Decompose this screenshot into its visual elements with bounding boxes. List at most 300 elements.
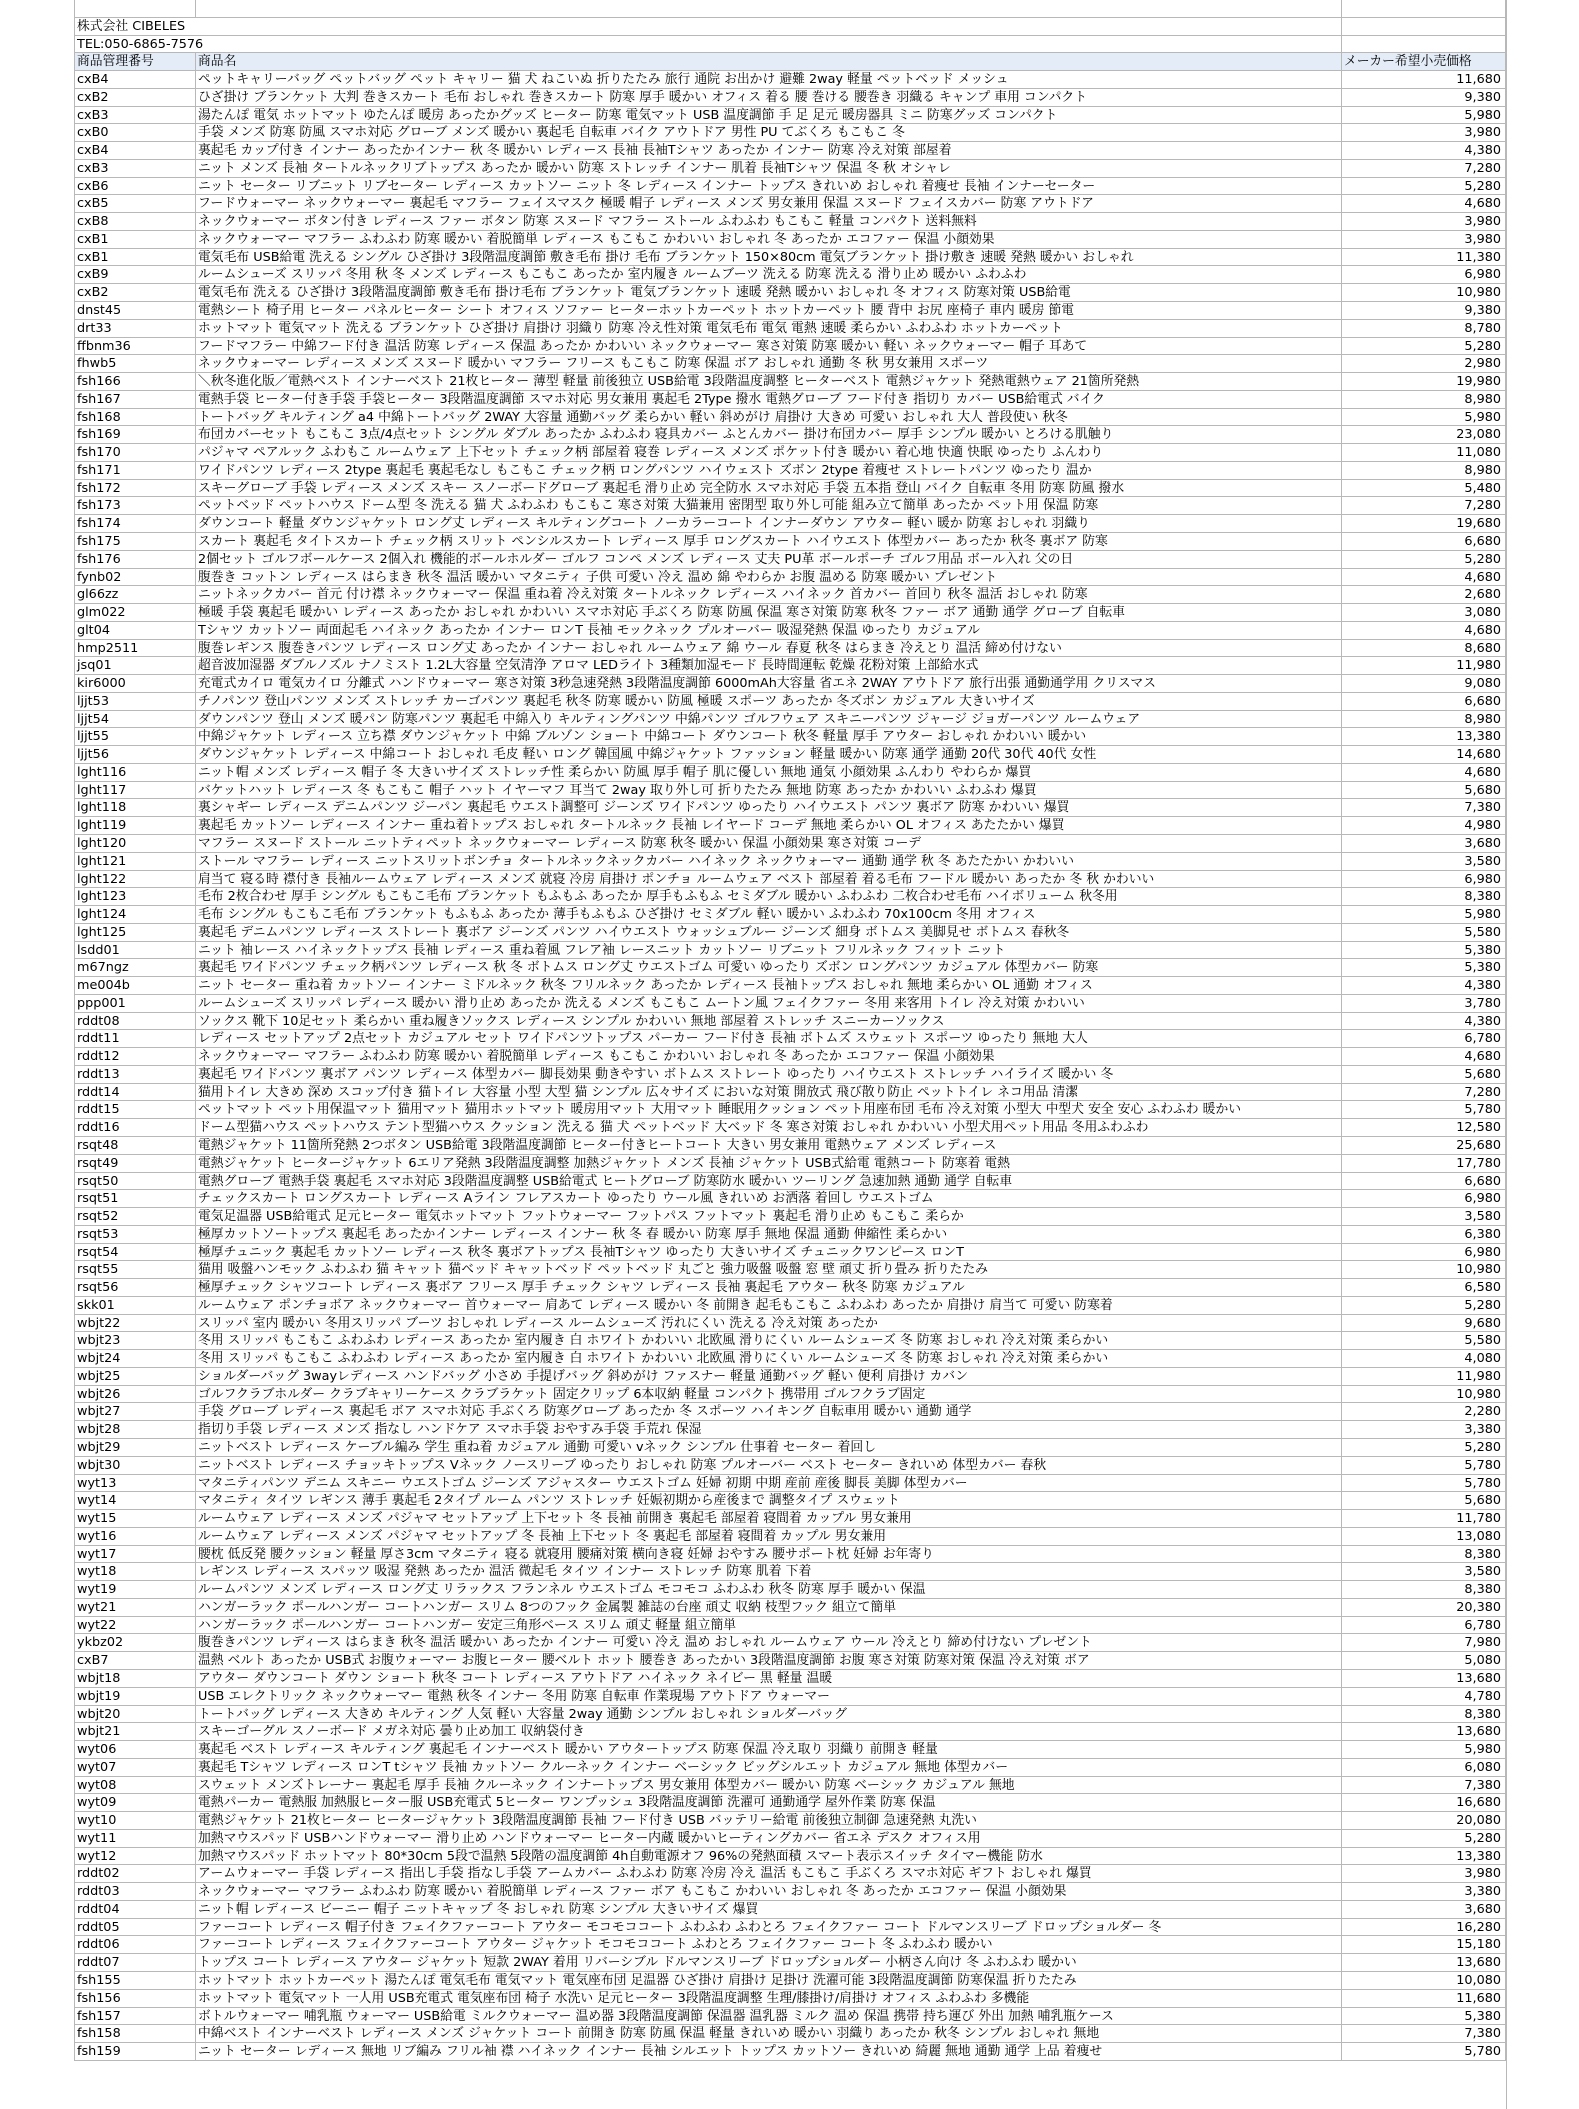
- price-cell[interactable]: 15,180: [1342, 1936, 1506, 1953]
- product-name-cell[interactable]: ニット 袖レース ハイネックトップス 長袖 レディース 重ね着風 フレア袖 レースニット カットソー リブニット フリルネック フィット ニット: [196, 942, 1342, 959]
- product-name-cell[interactable]: ルームウェア レディース メンズ パジャマ セットアップ 冬 長袖 上下セット 冬 裏起毛 部屋着 寝間着 カップル 男女兼用: [196, 1528, 1342, 1545]
- product-id-cell[interactable]: ljjt56: [74, 746, 196, 763]
- product-name-cell[interactable]: ゴルフクラブホルダー クラブキャリーケース クラブラケット 固定クリップ 6本収納 軽量 コンパクト 携帯用 ゴルフクラブ固定: [196, 1386, 1342, 1403]
- product-name-cell[interactable]: ストール マフラー レディース ニットスリットボンチョ タートルネックネックカバー ハイネック ネックウォーマー 通勤 通学 秋 冬 あたたかい かわいい: [196, 853, 1342, 870]
- price-cell[interactable]: 3,580: [1342, 1563, 1506, 1580]
- price-cell[interactable]: 8,380: [1342, 888, 1506, 905]
- product-id-cell[interactable]: rsqt54: [74, 1244, 196, 1261]
- product-id-cell[interactable]: glm022: [74, 604, 196, 621]
- price-cell[interactable]: 4,680: [1342, 764, 1506, 781]
- product-id-cell[interactable]: me004b: [74, 977, 196, 994]
- product-name-cell[interactable]: 極厚チェック シャツコート レディース 裏ボア フリース 厚手 チェック シャツ レディース 長袖 裏起毛 アウター 秋冬 防寒 カジュアル: [196, 1279, 1342, 1296]
- product-id-cell[interactable]: ljjt55: [74, 728, 196, 745]
- price-cell[interactable]: 23,080: [1342, 426, 1506, 443]
- price-cell[interactable]: 6,680: [1342, 693, 1506, 710]
- price-cell[interactable]: 14,680: [1342, 746, 1506, 763]
- price-cell[interactable]: 9,080: [1342, 675, 1506, 692]
- price-cell[interactable]: 19,980: [1342, 373, 1506, 390]
- product-name-cell[interactable]: 電熱ジャケット ヒータージャケット 6エリア発熱 3段階温度調整 加熱ジャケット メンズ 長袖 ジャケット USB式給電 電熱コート 防寒着 電熱: [196, 1155, 1342, 1172]
- product-id-cell[interactable]: kir6000: [74, 675, 196, 692]
- price-cell[interactable]: 13,380: [1342, 728, 1506, 745]
- price-cell[interactable]: 5,280: [1342, 1439, 1506, 1456]
- product-id-cell[interactable]: glt04: [74, 622, 196, 639]
- product-id-cell[interactable]: wyt17: [74, 1546, 196, 1563]
- product-name-cell[interactable]: ネックウォーマー マフラー ふわふわ 防寒 暖かい 着脱簡単 レディース ファー ボア もこもこ かわいい おしゃれ 冬 あったか エコファー 保温 小顔効果: [196, 1883, 1342, 1900]
- product-id-cell[interactable]: dnst45: [74, 302, 196, 319]
- price-cell[interactable]: 13,680: [1342, 1723, 1506, 1740]
- price-cell[interactable]: 10,980: [1342, 284, 1506, 301]
- product-name-cell[interactable]: ニット セーター リブニット リブセーター レディース カットソー ニット 冬 レディース インナー トップス きれいめ おしゃれ 着痩せ 長袖 インナーセーター: [196, 178, 1342, 195]
- price-cell[interactable]: 3,680: [1342, 1901, 1506, 1918]
- product-name-cell[interactable]: 裏起毛 Tシャツ レディース ロンT tシャツ 長袖 カットソー クルーネック インナー ベーシック ビッグシルエット カジュアル 無地 体型カバー: [196, 1759, 1342, 1776]
- product-name-cell[interactable]: ファーコート レディース フェイクファーコート アウター ジャケット モコモココート ふわとろ フェイクファー コート 冬 ふわふわ 暖かい: [196, 1936, 1342, 1953]
- price-cell[interactable]: 8,980: [1342, 462, 1506, 479]
- product-name-cell[interactable]: ひざ掛け ブランケット 大判 巻きスカート 毛布 おしゃれ 巻きスカート 防寒 厚手 暖かい オフィス 着る 腰 巻ける 腰巻き 羽織る キャンプ 車用 コンパクト: [196, 89, 1342, 106]
- price-cell[interactable]: 3,080: [1342, 604, 1506, 621]
- product-name-cell[interactable]: 手袋 メンズ 防寒 防風 スマホ対応 グローブ メンズ 暖かい 裏起毛 自転車 バイク アウトドア 男性 PU てぶくろ もこもこ 冬: [196, 124, 1342, 141]
- product-name-cell[interactable]: 超音波加湿器 ダブルノズル ナノミスト 1.2L大容量 空気清浄 アロマ LEDライト 3種類加湿モード 長時間運転 乾燥 花粉対策 上部給水式: [196, 657, 1342, 674]
- product-name-cell[interactable]: 冬用 スリッパ もこもこ ふわふわ レディース あったか 室内履き 白 ホワイト かわいい 北欧風 滑りにくい ルームシューズ 冬 防寒 おしゃれ 冷え対策 柔らかい: [196, 1350, 1342, 1367]
- product-id-cell[interactable]: rddt14: [74, 1084, 196, 1101]
- product-id-cell[interactable]: wyt13: [74, 1475, 196, 1492]
- price-cell[interactable]: 7,980: [1342, 1634, 1506, 1651]
- product-id-cell[interactable]: lght117: [74, 782, 196, 799]
- product-name-cell[interactable]: ファーコート レディース 帽子付き フェイクファーコート アウター モコモココート ふわふわ ふわとろ フェイクファー コート ドルマンスリーブ ドロップショルダー 冬: [196, 1919, 1342, 1936]
- price-cell[interactable]: 5,380: [1342, 959, 1506, 976]
- price-cell[interactable]: 16,280: [1342, 1919, 1506, 1936]
- price-cell[interactable]: 6,980: [1342, 1190, 1506, 1207]
- product-name-cell[interactable]: ペットマット ペット用保温マット 猫用マット 猫用ホットマット 暖房用マット 大用マット 睡眠用クッション ペット用座布団 毛布 冷え対策 小型大 中型犬 安全 安心 ふわふわ 暖かい: [196, 1101, 1342, 1118]
- product-name-cell[interactable]: チェックスカート ロングスカート レディース Aライン フレアスカート ゆったり ウール風 きれいめ お洒落 着回し ウエストゴム: [196, 1190, 1342, 1207]
- price-cell[interactable]: 4,380: [1342, 1013, 1506, 1030]
- product-name-cell[interactable]: ルームシューズ スリッパ レディース 暖かい 滑り止め あったか 洗える メンズ もこもこ ムートン風 フェイクファー 冬用 来客用 トイレ 冷え対策 かわいい: [196, 995, 1342, 1012]
- product-id-cell[interactable]: wbjt19: [74, 1688, 196, 1705]
- product-name-cell[interactable]: 極厚カットソートップス 裏起毛 あったかインナー レディース インナー 秋 冬 春 暖かい 防寒 厚手 無地 保温 通勤 伸縮性 柔らかい: [196, 1226, 1342, 1243]
- product-id-cell[interactable]: ljjt54: [74, 711, 196, 728]
- product-name-cell[interactable]: 裏起毛 デニムパンツ レディース ストレート 裏ボア ジーンズ パンツ ハイウエスト ウォッシュブルー ジーンズ 細身 ボトムス 美脚見せ ボトムス 春秋冬: [196, 924, 1342, 941]
- product-id-cell[interactable]: cxB1: [74, 231, 196, 248]
- product-id-cell[interactable]: cxB9: [74, 266, 196, 283]
- product-name-cell[interactable]: ドーム型猫ハウス ペットハウス テント型猫ハウス クッション 洗える 猫 犬 ペットベッド 大ベッド 冬 寒さ対策 おしゃれ かわいい 小型犬用ペット用品 冬用ふわふわ: [196, 1119, 1342, 1136]
- product-id-cell[interactable]: rddt15: [74, 1101, 196, 1118]
- price-cell[interactable]: 10,980: [1342, 1261, 1506, 1278]
- product-name-cell[interactable]: ホットマット 電気マット 洗える ブランケット ひざ掛け 肩掛け 羽織り 防寒 冷え性対策 電気毛布 電気 電熱 速暖 柔らかい ふわふわ ホットカーペット: [196, 320, 1342, 337]
- product-name-cell[interactable]: ニット帽 レディース ビーニー 帽子 ニットキャップ 冬 おしゃれ 防寒 シンプル 大きいサイズ 爆買: [196, 1901, 1342, 1918]
- product-id-cell[interactable]: wbjt20: [74, 1706, 196, 1723]
- product-name-cell[interactable]: 加熱マウスパッド ホットマット 80*30cm 5段で温熱 5段階の温度調節 4h自動電源オフ 96%の発熱面積 スマート表示スイッチ タイマー機能 防水: [196, 1848, 1342, 1865]
- product-id-cell[interactable]: wbjt30: [74, 1457, 196, 1474]
- price-cell[interactable]: 4,380: [1342, 977, 1506, 994]
- product-name-cell[interactable]: スウェット メンズトレーナー 裏起毛 厚手 長袖 クルーネック インナートップス 男女兼用 体型カバー 暖かい 防寒 ベーシック カジュアル 無地: [196, 1777, 1342, 1794]
- price-cell[interactable]: 25,680: [1342, 1137, 1506, 1154]
- product-id-cell[interactable]: rddt07: [74, 1954, 196, 1971]
- product-id-cell[interactable]: wbjt25: [74, 1368, 196, 1385]
- product-id-cell[interactable]: rddt08: [74, 1013, 196, 1030]
- product-name-cell[interactable]: マタニティ タイツ レギンス 薄手 裏起毛 2タイプ ルーム パンツ ストレッチ 妊娠初期から産後まで 調整タイプ スウェット: [196, 1492, 1342, 1509]
- product-name-cell[interactable]: 電熱グローブ 電熱手袋 裏起毛 スマホ対応 3段階温度調整 USB給電式 ヒートグローブ 防寒防水 暖かい ツーリング 急速加熱 通勤 通学 自転車: [196, 1173, 1342, 1190]
- product-name-cell[interactable]: レギンス レディース スパッツ 吸湿 発熱 あったか 温活 微起毛 タイツ インナー ストレッチ 防寒 肌着 下着: [196, 1563, 1342, 1580]
- product-name-cell[interactable]: ニットベスト レディース ケーブル編み 学生 重ね着 カジュアル 通勤 可愛い vネック シンプル 仕事着 セーター 着回し: [196, 1439, 1342, 1456]
- price-cell[interactable]: 6,080: [1342, 1759, 1506, 1776]
- product-id-cell[interactable]: drt33: [74, 320, 196, 337]
- product-id-cell[interactable]: cxB8: [74, 213, 196, 230]
- product-id-cell[interactable]: fynb02: [74, 569, 196, 586]
- price-cell[interactable]: 5,280: [1342, 178, 1506, 195]
- price-cell[interactable]: 17,780: [1342, 1155, 1506, 1172]
- product-name-cell[interactable]: ホットマット 電気マット 一人用 USB充電式 電気座布団 椅子 水洗い 足元ヒーター 3段階温度調整 生理/膝掛け/肩掛け オフィス ふわふわ 多機能: [196, 1990, 1342, 2007]
- product-id-cell[interactable]: lght124: [74, 906, 196, 923]
- price-cell[interactable]: 5,980: [1342, 107, 1506, 124]
- price-cell[interactable]: 10,980: [1342, 1386, 1506, 1403]
- price-cell[interactable]: 5,680: [1342, 1492, 1506, 1509]
- product-id-cell[interactable]: wyt21: [74, 1599, 196, 1616]
- product-name-cell[interactable]: ルームウェア レディース メンズ パジャマ セットアップ 上下セット 冬 長袖 前開き 裏起毛 部屋着 寝間着 カップル 男女兼用: [196, 1510, 1342, 1527]
- product-name-cell[interactable]: 極暖 手袋 裏起毛 暖かい レディース あったか おしゃれ かわいい スマホ対応 手ぶくろ 防寒 防風 保温 寒さ対策 防寒 秋冬 ファー ボア 通勤 通学 グローブ 自転車: [196, 604, 1342, 621]
- product-name-cell[interactable]: トップス コート レディース アウター ジャケット 短款 2WAY 着用 リバーシブル ドルマンスリーブ ドロップショルダー 小柄さん向け 冬 ふわふわ 暖かい: [196, 1954, 1342, 1971]
- product-id-cell[interactable]: wbjt28: [74, 1421, 196, 1438]
- price-cell[interactable]: 5,780: [1342, 1457, 1506, 1474]
- product-id-cell[interactable]: fsh172: [74, 480, 196, 497]
- product-name-cell[interactable]: 腹巻レギンス 腹巻きパンツ レディース ロング丈 あったか インナー おしゃれ ルームウェア 綿 ウール 春夏 秋冬 はらまき 冷えとり 温活 締め付けない: [196, 640, 1342, 657]
- price-cell[interactable]: 3,980: [1342, 124, 1506, 141]
- product-name-cell[interactable]: ネックウォーマー マフラー ふわふわ 防寒 暖かい 着脱簡単 レディース もこもこ かわいい おしゃれ 冬 あったか エコファー 保温 小顔効果: [196, 1048, 1342, 1065]
- product-name-cell[interactable]: 電気足温器 USB給電式 足元ヒーター 電気ホットマット フットウォーマー フットパス フットマット 裏起毛 滑り止め もこもこ 柔らか: [196, 1208, 1342, 1225]
- price-cell[interactable]: 7,280: [1342, 497, 1506, 514]
- price-cell[interactable]: 3,580: [1342, 1208, 1506, 1225]
- product-name-cell[interactable]: ネックウォーマー レディース メンズ スヌード 暖かい マフラー フリース もこもこ 防寒 保温 ボア おしゃれ 通勤 冬 秋 男女兼用 スポーツ: [196, 355, 1342, 372]
- product-id-cell[interactable]: fsh157: [74, 2008, 196, 2025]
- product-name-cell[interactable]: ホットマット ホットカーペット 湯たんぽ 電気毛布 電気マット 電気座布団 足温器 ひざ掛け 肩掛け 足掛け 洗濯可能 3段階温度調節 防寒保温 折りたたみ: [196, 1972, 1342, 1989]
- price-cell[interactable]: 5,580: [1342, 1332, 1506, 1349]
- product-name-cell[interactable]: ワイドパンツ レディース 2type 裏起毛 裏起毛なし もこもこ チェック柄 ロングパンツ ハイウェスト ズボン 2type 着痩せ ストレートパンツ ゆったり 温か: [196, 462, 1342, 479]
- price-cell[interactable]: 4,680: [1342, 569, 1506, 586]
- product-name-cell[interactable]: スキーゴーグル スノーボード メガネ対応 曇り止め加工 収納袋付き: [196, 1723, 1342, 1740]
- product-id-cell[interactable]: wbjt18: [74, 1670, 196, 1687]
- product-name-cell[interactable]: ルームシューズ スリッパ 冬用 秋 冬 メンズ レディース もこもこ あったか 室内履き ルームブーツ 洗える 防寒 洗える 滑り止め 暖かい ふわふわ: [196, 266, 1342, 283]
- price-cell[interactable]: 9,680: [1342, 1315, 1506, 1332]
- product-name-cell[interactable]: 裏起毛 カットソー レディース インナー 重ね着トップス おしゃれ タートルネック 長袖 レイヤード コーデ 無地 柔らかい OL オフィス あたたかい 爆買: [196, 817, 1342, 834]
- price-cell[interactable]: 4,680: [1342, 195, 1506, 212]
- product-name-cell[interactable]: 裏起毛 ワイドパンツ チェック柄パンツ レディース 秋 冬 ボトムス ロング丈 ウエストゴム 可愛い ゆったり ズボン ロングパンツ カジュアル 体型カバー 防寒: [196, 959, 1342, 976]
- product-name-cell[interactable]: 毛布 2枚合わせ 厚手 シングル もこもこ毛布 ブランケット もふもふ あったか 厚手もふもふ セミダブル 暖かい ふわふわ 二枚合わせ毛布 ハイボリューム 秋冬用: [196, 888, 1342, 905]
- product-id-cell[interactable]: fsh169: [74, 426, 196, 443]
- price-cell[interactable]: 5,280: [1342, 1830, 1506, 1847]
- product-id-cell[interactable]: cxB1: [74, 249, 196, 266]
- product-id-cell[interactable]: cxB2: [74, 89, 196, 106]
- price-cell[interactable]: 5,280: [1342, 1297, 1506, 1314]
- price-cell[interactable]: 3,580: [1342, 853, 1506, 870]
- price-cell[interactable]: 7,380: [1342, 799, 1506, 816]
- product-id-cell[interactable]: ykbz02: [74, 1634, 196, 1651]
- product-id-cell[interactable]: lght120: [74, 835, 196, 852]
- product-id-cell[interactable]: ppp001: [74, 995, 196, 1012]
- price-cell[interactable]: 11,980: [1342, 1368, 1506, 1385]
- product-id-cell[interactable]: gl66zz: [74, 586, 196, 603]
- product-name-cell[interactable]: ルームパンツ メンズ レディース ロング丈 リラックス フランネル ウエストゴム モコモコ ふわふわ 秋冬 防寒 厚手 暖かい 保温: [196, 1581, 1342, 1598]
- product-name-cell[interactable]: トートバッグ キルティング a4 中綿トートバッグ 2WAY 大容量 通勤バッグ 柔らかい 軽い 斜めがけ 肩掛け 大きめ 可愛い おしゃれ 大人 普段使い 秋冬: [196, 409, 1342, 426]
- product-id-cell[interactable]: lght123: [74, 888, 196, 905]
- product-name-cell[interactable]: 極厚チュニック 裏起毛 カットソー レディース 秋冬 裏ボアトップス 長袖Tシャツ ゆったり 大きいサイズ チュニックワンピース ロンT: [196, 1244, 1342, 1261]
- product-name-cell[interactable]: 電熱パーカー 電熱服 加熱服ヒーター服 USB充電式 5ヒーター ワンプッシュ 3段階温度調節 洗濯可 通勤通学 屋外作業 防寒 保温: [196, 1794, 1342, 1811]
- price-cell[interactable]: 4,780: [1342, 1688, 1506, 1705]
- product-name-cell[interactable]: パジャマ ペアルック ふわもこ ルームウェア 上下セット チェック柄 部屋着 寝巻 レディース メンズ ポケット付き 暖かい 着心地 快適 快眠 ゆったり ふんわり: [196, 444, 1342, 461]
- product-id-cell[interactable]: wyt18: [74, 1563, 196, 1580]
- product-name-cell[interactable]: 電熱ジャケット 11箇所発熱 2つボタン USB給電 3段階温度調節 ヒーター付きヒートコート 大きい 男女兼用 電熱ウェア メンズ レディース: [196, 1137, 1342, 1154]
- product-name-cell[interactable]: アームウォーマー 手袋 レディース 指出し手袋 指なし手袋 アームカバー ふわふわ 防寒 冷房 冷え 温活 もこもこ 手ぶくろ スマホ対応 ギフト おしゃれ 爆買: [196, 1865, 1342, 1882]
- product-id-cell[interactable]: wyt15: [74, 1510, 196, 1527]
- price-cell[interactable]: 11,080: [1342, 444, 1506, 461]
- product-id-cell[interactable]: rsqt51: [74, 1190, 196, 1207]
- product-name-cell[interactable]: アウター ダウンコート ダウン ショート 秋冬 コート レディース アウトドア ハイネック ネイビー 黒 軽量 温暖: [196, 1670, 1342, 1687]
- price-cell[interactable]: 3,980: [1342, 213, 1506, 230]
- product-id-cell[interactable]: fsh156: [74, 1990, 196, 2007]
- product-name-cell[interactable]: 猫用トイレ 大きめ 深め スコップ付き 猫トイレ 大容量 小型 大型 猫 シンプル 広々サイズ においな対策 開放式 飛び散り防止 ペットトイレ ネコ用品 清潔: [196, 1084, 1342, 1101]
- cell[interactable]: [1342, 18, 1506, 35]
- product-name-cell[interactable]: マフラー スヌード ストール ニットティペット ネックウォーマー レディース 防寒 秋冬 暖かい 保温 小顔効果 寒さ対策 コーデ: [196, 835, 1342, 852]
- price-cell[interactable]: 8,380: [1342, 1581, 1506, 1598]
- cell[interactable]: [196, 0, 1342, 17]
- price-cell[interactable]: 13,680: [1342, 1954, 1506, 1971]
- product-id-cell[interactable]: lght118: [74, 799, 196, 816]
- product-id-cell[interactable]: rddt16: [74, 1119, 196, 1136]
- price-cell[interactable]: 5,780: [1342, 2043, 1506, 2060]
- product-name-cell[interactable]: 電熱シート 椅子用 ヒーター パネルヒーター シート オフィス ソファー ヒーターホットカーペット ホットカーペット 腰 背中 お尻 座椅子 車内 暖房 節電: [196, 302, 1342, 319]
- product-id-cell[interactable]: rddt05: [74, 1919, 196, 1936]
- price-cell[interactable]: 5,980: [1342, 906, 1506, 923]
- price-cell[interactable]: 6,580: [1342, 1279, 1506, 1296]
- product-id-cell[interactable]: wbjt24: [74, 1350, 196, 1367]
- product-name-cell[interactable]: チノパンツ 登山パンツ メンズ ストレッチ カーゴパンツ 裏起毛 秋冬 防寒 暖かい 防風 極暖 スポーツ あったか 冬ズボン カジュアル 大きいサイズ: [196, 693, 1342, 710]
- product-id-cell[interactable]: rddt04: [74, 1901, 196, 1918]
- price-cell[interactable]: 4,080: [1342, 1350, 1506, 1367]
- product-id-cell[interactable]: rddt11: [74, 1030, 196, 1047]
- product-id-cell[interactable]: rddt06: [74, 1936, 196, 1953]
- product-id-cell[interactable]: fsh155: [74, 1972, 196, 1989]
- product-name-cell[interactable]: 裏起毛 カップ付き インナー あったかインナー 秋 冬 暖かい レディース 長袖 長袖Tシャツ あったか インナー 防寒 冷え対策 部屋着: [196, 142, 1342, 159]
- product-id-cell[interactable]: fsh159: [74, 2043, 196, 2060]
- product-name-cell[interactable]: ハンガーラック ポールハンガー コートハンガー 安定三角形ベース スリム 頑丈 軽量 組立簡単: [196, 1617, 1342, 1634]
- product-id-cell[interactable]: wyt14: [74, 1492, 196, 1509]
- product-name-cell[interactable]: ニット帽 メンズ レディース 帽子 冬 大きいサイズ ストレッチ性 柔らかい 防風 厚手 帽子 肌に優しい 無地 通気 小顔効果 ふんわり やわらか 爆買: [196, 764, 1342, 781]
- product-name-cell[interactable]: 腹巻き コットン レディース はらまき 秋冬 温活 暖かい マタニティ 子供 可愛い 冷え 温め 綿 やわらか お腹 温める 防寒 暖かい プレゼント: [196, 569, 1342, 586]
- product-name-cell[interactable]: 手袋 グローブ レディース 裏起毛 ボア スマホ対応 手ぶくろ 防寒グローブ あったか 冬 スポーツ ハイキング 自転車用 暖かい 通勤 通学: [196, 1403, 1342, 1420]
- price-cell[interactable]: 7,380: [1342, 1777, 1506, 1794]
- price-cell[interactable]: 3,980: [1342, 1865, 1506, 1882]
- price-cell[interactable]: 7,280: [1342, 1084, 1506, 1101]
- price-cell[interactable]: 5,780: [1342, 1475, 1506, 1492]
- product-id-cell[interactable]: cxB4: [74, 142, 196, 159]
- product-id-cell[interactable]: cxB4: [74, 71, 196, 88]
- product-id-cell[interactable]: fsh176: [74, 551, 196, 568]
- price-cell[interactable]: 6,980: [1342, 871, 1506, 888]
- product-name-cell[interactable]: 温熱 ベルト あったか USB式 お腹ウォーマー お腹ヒーター 腰ベルト ホット 腰巻き あったかい 3段階温度調節 お腹 寒さ対策 防寒対策 保温 冷え対策 ボア: [196, 1652, 1342, 1669]
- product-id-cell[interactable]: rsqt52: [74, 1208, 196, 1225]
- product-name-cell[interactable]: レディース セットアップ 2点セット カジュアル セット ワイドパンツトップス パーカー フード付き 長袖 ボトムズ スウェット スポーツ ゆったり 無地 大人: [196, 1030, 1342, 1047]
- price-cell[interactable]: 3,380: [1342, 1883, 1506, 1900]
- price-cell[interactable]: 11,680: [1342, 1990, 1506, 2007]
- product-id-cell[interactable]: jsq01: [74, 657, 196, 674]
- cell[interactable]: [1342, 36, 1506, 53]
- product-id-cell[interactable]: lght121: [74, 853, 196, 870]
- product-name-cell[interactable]: 裏起毛 ワイドパンツ 裏ボア パンツ レディース 体型カバー 脚長効果 動きやすい ボトムス ストレート ゆったり ハイウエスト ストレッチ ハイライズ 暖かい 冬: [196, 1066, 1342, 1083]
- price-cell[interactable]: 7,280: [1342, 160, 1506, 177]
- product-name-cell[interactable]: ニット メンズ 長袖 タートルネックリブトップス あったか 暖かい 防寒 ストレッチ インナー 肌着 長袖Tシャツ 保温 冬 秋 オシャレ: [196, 160, 1342, 177]
- product-id-cell[interactable]: wbjt26: [74, 1386, 196, 1403]
- product-name-cell[interactable]: ダウンジャケット レディース 中綿コート おしゃれ 毛皮 軽い ロング 韓国風 中綿ジャケット ファッション 軽量 暖かい 防寒 通学 通勤 20代 30代 40代 女性: [196, 746, 1342, 763]
- product-id-cell[interactable]: cxB5: [74, 195, 196, 212]
- product-name-cell[interactable]: 指切り手袋 レディース メンズ 指なし ハンドケア スマホ手袋 おやすみ手袋 手荒れ 保湿: [196, 1421, 1342, 1438]
- product-name-cell[interactable]: トートバッグ レディース 大きめ キルティング 人気 軽い 大容量 2way 通勤 シンプル おしゃれ ショルダーバッグ: [196, 1706, 1342, 1723]
- product-name-cell[interactable]: 湯たんぽ 電気 ホットマット ゆたんぽ 暖房 あったかグッズ ヒーター 防寒 電気マット USB 温度調節 手 足 足元 暖房器具 ミニ 防寒グッズ コンパクト: [196, 107, 1342, 124]
- product-name-cell[interactable]: 電熱手袋 ヒーター付き手袋 手袋ヒーター 3段階温度調節 スマホ対応 男女兼用 裏起毛 2Type 撥水 電熱グローブ フード付き 指切り カバー USB給電式 バイク: [196, 391, 1342, 408]
- price-cell[interactable]: 5,080: [1342, 1652, 1506, 1669]
- product-name-cell[interactable]: 電気毛布 洗える ひざ掛け 3段階温度調節 敷き毛布 掛け毛布 ブランケット 電気ブランケット 速暖 発熱 暖かい おしゃれ 冬 オフィス 防寒対策 USB給電: [196, 284, 1342, 301]
- product-id-cell[interactable]: wbjt22: [74, 1315, 196, 1332]
- product-id-cell[interactable]: fsh168: [74, 409, 196, 426]
- cell[interactable]: [1342, 0, 1506, 17]
- product-name-cell[interactable]: 布団カバーセット もこもこ 3点/4点セット シングル ダブル あったか ふわふわ 寝具カバー ふとんカバー 掛け布団カバー 厚手 シンプル 暖かい とろける肌触り: [196, 426, 1342, 443]
- product-name-cell[interactable]: 加熱マウスパッド USBハンドウォーマー 滑り止め ハンドウォーマー ヒーター内蔵 暖かいヒーティングカバー 省エネ デスク オフィス用: [196, 1830, 1342, 1847]
- price-cell[interactable]: 13,380: [1342, 1848, 1506, 1865]
- product-id-cell[interactable]: wyt22: [74, 1617, 196, 1634]
- price-cell[interactable]: 4,380: [1342, 142, 1506, 159]
- price-cell[interactable]: 5,480: [1342, 480, 1506, 497]
- price-cell[interactable]: 8,380: [1342, 1546, 1506, 1563]
- price-cell[interactable]: 11,680: [1342, 71, 1506, 88]
- price-cell[interactable]: 5,980: [1342, 1741, 1506, 1758]
- price-cell[interactable]: 13,080: [1342, 1528, 1506, 1545]
- product-id-cell[interactable]: rsqt50: [74, 1173, 196, 1190]
- product-name-cell[interactable]: 電気毛布 USB給電 洗える シングル ひざ掛け 3段階温度調節 敷き毛布 掛け 毛布 ブランケット 150×80cm 電気ブランケット 掛け敷き 速暖 発熱 暖かい おしゃれ: [196, 249, 1342, 266]
- product-name-cell[interactable]: ダウンコート 軽量 ダウンジャケット ロング丈 レディース キルティングコート ノーカラーコート インナーダウン アウター 軽い 暖か 防寒 おしゃれ 羽織り: [196, 515, 1342, 532]
- product-name-cell[interactable]: 中綿ベスト インナーベスト レディース メンズ ジャケット コート 前開き 防寒 防風 保温 軽量 きれいめ 暖かい 羽織り あったか 秋冬 シンプル おしゃれ 無地: [196, 2025, 1342, 2042]
- price-cell[interactable]: 20,080: [1342, 1812, 1506, 1829]
- product-id-cell[interactable]: fsh166: [74, 373, 196, 390]
- price-cell[interactable]: 5,780: [1342, 1101, 1506, 1118]
- product-id-cell[interactable]: wyt11: [74, 1830, 196, 1847]
- product-name-cell[interactable]: ネックウォーマー マフラー ふわふわ 防寒 暖かい 着脱簡単 レディース もこもこ かわいい おしゃれ 冬 あったか エコファー 保温 小顔効果: [196, 231, 1342, 248]
- product-id-cell[interactable]: lsdd01: [74, 942, 196, 959]
- price-cell[interactable]: 5,280: [1342, 338, 1506, 355]
- price-cell[interactable]: 6,380: [1342, 1226, 1506, 1243]
- price-cell[interactable]: 10,080: [1342, 1972, 1506, 1989]
- product-id-cell[interactable]: fsh158: [74, 2025, 196, 2042]
- product-id-cell[interactable]: rddt03: [74, 1883, 196, 1900]
- price-cell[interactable]: 5,680: [1342, 782, 1506, 799]
- header-product-name[interactable]: 商品名: [196, 53, 1342, 70]
- product-id-cell[interactable]: rddt13: [74, 1066, 196, 1083]
- product-name-cell[interactable]: 電熱ジャケット 21枚ヒーター ヒータージャケット 3段階温度調節 長袖 フード付き USB バッテリー給電 前後独立制御 急速発熱 丸洗い: [196, 1812, 1342, 1829]
- product-name-cell[interactable]: Tシャツ カットソー 両面起毛 ハイネック あったか インナー ロンT 長袖 モックネック プルオーバー 吸湿発熱 保温 ゆったり カジュアル: [196, 622, 1342, 639]
- product-id-cell[interactable]: wyt06: [74, 1741, 196, 1758]
- product-id-cell[interactable]: wbjt27: [74, 1403, 196, 1420]
- tel-number[interactable]: TEL:050-6865-7576: [74, 36, 1342, 53]
- product-name-cell[interactable]: ハンガーラック ポールハンガー コートハンガー スリム 8つのフック 金属製 雑誌の台座 頑丈 収納 枝型フック 組立て簡単: [196, 1599, 1342, 1616]
- price-cell[interactable]: 7,380: [1342, 2025, 1506, 2042]
- product-id-cell[interactable]: wyt10: [74, 1812, 196, 1829]
- product-id-cell[interactable]: wyt08: [74, 1777, 196, 1794]
- product-id-cell[interactable]: rsqt56: [74, 1279, 196, 1296]
- price-cell[interactable]: 6,780: [1342, 1030, 1506, 1047]
- price-cell[interactable]: 4,680: [1342, 622, 1506, 639]
- product-id-cell[interactable]: fsh170: [74, 444, 196, 461]
- price-cell[interactable]: 13,680: [1342, 1670, 1506, 1687]
- product-id-cell[interactable]: wbjt21: [74, 1723, 196, 1740]
- product-name-cell[interactable]: ボトルウォーマー 哺乳瓶 ウォーマー USB給電 ミルクウォーマー 温め器 3段階温度調節 保温器 温乳器 ミルク 温め 保温 携帯 持ち運び 外出 加熱 哺乳瓶ケース: [196, 2008, 1342, 2025]
- product-id-cell[interactable]: cxB3: [74, 160, 196, 177]
- product-name-cell[interactable]: 冬用 スリッパ もこもこ ふわふわ レディース あったか 室内履き 白 ホワイト かわいい 北欧風 滑りにくい ルームシューズ 冬 防寒 おしゃれ 冷え対策 柔らかい: [196, 1332, 1342, 1349]
- product-id-cell[interactable]: fsh173: [74, 497, 196, 514]
- product-name-cell[interactable]: ニットネックカバー 首元 付け襟 ネックウォーマー 保温 重ね着 冷え対策 タートルネック レディース ハイネック 首カバー 首回り 秋冬 温活 おしゃれ 防寒: [196, 586, 1342, 603]
- price-cell[interactable]: 9,380: [1342, 302, 1506, 319]
- price-cell[interactable]: 5,580: [1342, 924, 1506, 941]
- price-cell[interactable]: 8,380: [1342, 1706, 1506, 1723]
- product-name-cell[interactable]: 裏シャギー レディース デニムパンツ ジーパン 裏起毛 ウエスト調整可 ジーンズ ワイドパンツ ゆったり ハイウエスト パンツ 裏ボア 防寒 かわいい 爆買: [196, 799, 1342, 816]
- product-name-cell[interactable]: ルームウェア ポンチョボア ネックウォーマー 首ウォーマー 肩あて レディース 暖かい 冬 前開き 起毛もこもこ ふわふわ あったか 肩掛け 肩当て 可愛い 防寒着: [196, 1297, 1342, 1314]
- product-name-cell[interactable]: 充電式カイロ 電気カイロ 分離式 ハンドウォーマー 寒さ対策 3秒急速発熱 3段階温度調節 6000mAh大容量 省エネ 2WAY アウトドア 旅行出張 通勤通学用 クリスマス: [196, 675, 1342, 692]
- product-id-cell[interactable]: ffbnm36: [74, 338, 196, 355]
- product-id-cell[interactable]: cxB6: [74, 178, 196, 195]
- product-id-cell[interactable]: cxB3: [74, 107, 196, 124]
- product-name-cell[interactable]: ニット セーター 重ね着 カットソー インナー ミドルネック 秋冬 フリルネック あったか レディース 長袖トップス おしゃれ 無地 柔らかい OL 通勤 オフィス: [196, 977, 1342, 994]
- price-cell[interactable]: 5,380: [1342, 942, 1506, 959]
- price-cell[interactable]: 6,680: [1342, 1173, 1506, 1190]
- product-id-cell[interactable]: wyt12: [74, 1848, 196, 1865]
- price-cell[interactable]: 11,380: [1342, 249, 1506, 266]
- product-name-cell[interactable]: フードウォーマー ネックウォーマー 裏起毛 マフラー フェイスマスク 極暖 帽子 レディース メンズ 男女兼用 保温 スヌード フェイスカバー 防寒 アウトドア: [196, 195, 1342, 212]
- product-id-cell[interactable]: lght119: [74, 817, 196, 834]
- price-cell[interactable]: 5,680: [1342, 1066, 1506, 1083]
- price-cell[interactable]: 6,780: [1342, 1617, 1506, 1634]
- company-name[interactable]: 株式会社 CIBELES: [74, 18, 1342, 35]
- price-cell[interactable]: 3,980: [1342, 231, 1506, 248]
- product-name-cell[interactable]: ニット セーター レディース 無地 リブ編み フリル袖 襟 ハイネック インナー 長袖 シルエット トップス カットソー きれいめ 綺麗 無地 通勤 通学 上品 着痩せ: [196, 2043, 1342, 2060]
- header-product-id[interactable]: 商品管理番号: [74, 53, 196, 70]
- price-cell[interactable]: 6,980: [1342, 1244, 1506, 1261]
- product-name-cell[interactable]: ペットキャリーバッグ ペットバッグ ペット キャリー 猫 犬 ねこいぬ 折りたたみ 旅行 通院 お出かけ 避難 2way 軽量 ペットベッド メッシュ: [196, 71, 1342, 88]
- product-name-cell[interactable]: ソックス 靴下 10足セット 柔らかい 重ね履きソックス レディース シンプル かわいい 無地 部屋着 ストレッチ スニーカーソックス: [196, 1013, 1342, 1030]
- product-id-cell[interactable]: fsh171: [74, 462, 196, 479]
- product-id-cell[interactable]: fsh174: [74, 515, 196, 532]
- price-cell[interactable]: 3,680: [1342, 835, 1506, 852]
- price-cell[interactable]: 3,780: [1342, 995, 1506, 1012]
- product-name-cell[interactable]: 裏起毛 ベスト レディース キルティング 裏起毛 インナーベスト 暖かい アウタートップス 防寒 保温 冷え取り 羽織り 前開き 軽量: [196, 1741, 1342, 1758]
- price-cell[interactable]: 6,680: [1342, 533, 1506, 550]
- header-price[interactable]: メーカー希望小売価格: [1342, 53, 1506, 70]
- product-id-cell[interactable]: wbjt23: [74, 1332, 196, 1349]
- product-id-cell[interactable]: lght122: [74, 871, 196, 888]
- price-cell[interactable]: 8,680: [1342, 640, 1506, 657]
- product-name-cell[interactable]: ＼秋冬進化版／電熱ベスト インナーベスト 21枚ヒーター 薄型 軽量 前後独立 USB給電 3段階温度調整 ヒーターベスト 電熱ジャケット 発熱電熱ウェア 21箇所発熱: [196, 373, 1342, 390]
- price-cell[interactable]: 8,980: [1342, 711, 1506, 728]
- product-name-cell[interactable]: スキーグローブ 手袋 レディース メンズ スキー スノーボードグローブ 裏起毛 滑り止め 完全防水 スマホ対応 手袋 五本指 登山 バイク 自転車 冬用 防寒 防風 撥水: [196, 480, 1342, 497]
- product-id-cell[interactable]: fsh175: [74, 533, 196, 550]
- price-cell[interactable]: 8,980: [1342, 391, 1506, 408]
- product-id-cell[interactable]: wbjt29: [74, 1439, 196, 1456]
- price-cell[interactable]: 16,680: [1342, 1794, 1506, 1811]
- product-name-cell[interactable]: スリッパ 室内 暖かい 冬用スリッパ ブーツ おしゃれ レディース ルームシューズ 汚れにくい 洗える 冷え対策 あったか: [196, 1315, 1342, 1332]
- product-id-cell[interactable]: fhwb5: [74, 355, 196, 372]
- price-cell[interactable]: 2,280: [1342, 1403, 1506, 1420]
- price-cell[interactable]: 2,680: [1342, 586, 1506, 603]
- product-name-cell[interactable]: ダウンパンツ 登山 メンズ 暖パン 防寒パンツ 裏起毛 中綿入り キルティングパンツ 中綿パンツ ゴルフウェア スキニーパンツ ジャージ ジョガーパンツ ルームウェア: [196, 711, 1342, 728]
- product-name-cell[interactable]: USB エレクトリック ネックウォーマー 電熱 秋冬 インナー 冬用 防寒 自転車 作業現場 アウトドア ウォーマー: [196, 1688, 1342, 1705]
- product-name-cell[interactable]: ショルダーバッグ 3wayレディース ハンドバッグ 小さめ 手提げバッグ 斜めがけ ファスナー 軽量 通勤バッグ 軽い 便利 肩掛け カバン: [196, 1368, 1342, 1385]
- product-name-cell[interactable]: 中綿ジャケット レディース 立ち襟 ダウンジャケット 中綿 ブルゾン ショート 中綿コート ダウンコート 秋冬 軽量 厚手 アウター おしゃれ かわいい 暖かい: [196, 728, 1342, 745]
- product-id-cell[interactable]: wyt09: [74, 1794, 196, 1811]
- product-id-cell[interactable]: lght116: [74, 764, 196, 781]
- product-id-cell[interactable]: rsqt48: [74, 1137, 196, 1154]
